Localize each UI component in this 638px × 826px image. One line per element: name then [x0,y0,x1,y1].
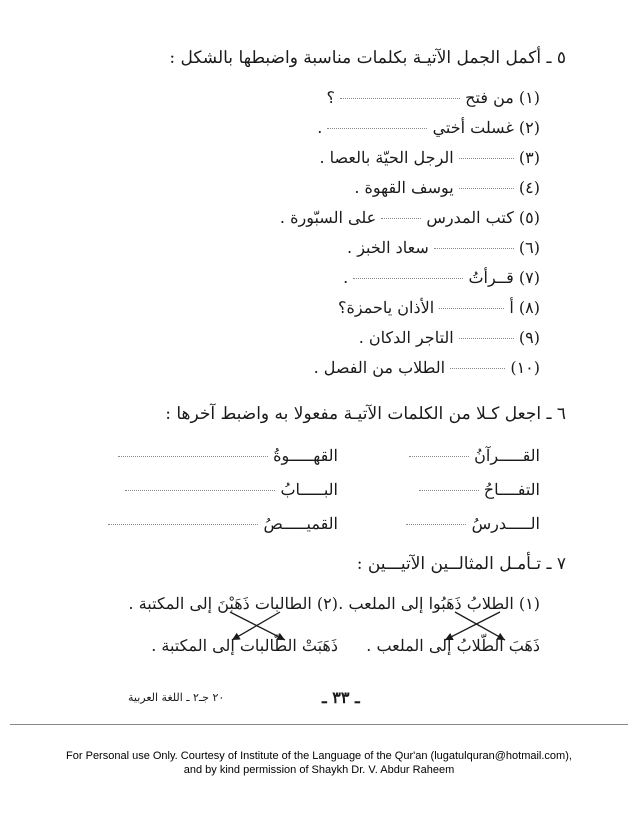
footer-divider [10,724,628,725]
item-text: سعاد الخبز . [347,238,429,257]
item-number: (٨) [518,298,540,317]
book-reference: ٢٠ جـ٢ ـ اللغة العربية [128,691,225,704]
item-text: الأذان ياحمزة؟ [338,298,435,317]
example-sentence: ذَهَبَتْ الطّالبات إلى المكتبة . [151,636,338,655]
item-text: الطلاب من الفصل . [313,358,446,377]
item-number: (٢) [518,118,540,137]
item-number: (٧) [518,268,540,287]
section-7-title: ٧ ـ تـأمـل المثالــين الآتيـــين : [356,554,566,574]
word: البـــــابُ [280,480,338,499]
footer-line-1: For Personal use Only. Courtesy of Institute of the Language of the Qur'an (lugatulquran@hotmail.com), [66,750,572,762]
item-text: من فتح [465,88,514,107]
item-number: (٥) [518,208,540,227]
arrow-subject-to-back [445,612,500,640]
arrow-verb-to-front [455,612,505,640]
item-number: (٣) [518,148,540,167]
word: القهـــــوةُ [273,446,338,465]
item-text: . [343,268,349,287]
word: التفــــاحُ [483,480,540,499]
item-text: قــرأتُ [468,268,514,287]
item-text: ؟ [326,88,335,107]
item-text: أ [509,298,514,317]
page-number: ـ ٣٣ ـ [322,688,360,707]
word: القميـــــصُ [263,514,338,533]
item-text: التاجر الدكان . [358,328,454,347]
example-number: (٢) [316,594,338,613]
example-sentence: الطالبات ذَهَبْنَ إلى المكتبة . [128,594,312,613]
item-text: على السبّورة . [279,208,377,227]
footer-line-2: and by kind permission of Shaykh Dr. V. Abdur Raheem [183,764,455,776]
item-text: غسلت أختي [432,118,514,137]
item-number: (١٠) [510,358,540,377]
item-number: (٩) [518,328,540,347]
word: القـــــرآنُ [474,446,540,465]
footer-credit [0,749,638,777]
item-text: . [317,118,323,137]
example-number: (١) [518,594,540,613]
item-text: الرجل الحيّة بالعصا . [319,148,454,167]
item-number: (٤) [518,178,540,197]
item-text: كتب المدرس [426,208,514,227]
word: الـــــدرسُ [471,514,540,533]
item-number: (٦) [518,238,540,257]
section-5-title: ٥ ـ أكمل الجمل الآتيـة بكلمات مناسبة واضبطها بالشكل : [169,48,566,68]
item-text: يوسف القهوة . [354,178,454,197]
example-sentence: الطلابُ ذَهَبُوا إلى الملعب . [338,594,514,613]
section-6-title: ٦ ـ اجعل كـلا من الكلمات الآتيـة مفعولا به واضبط آخرها : [165,404,566,424]
item-number: (١) [518,88,540,107]
example-sentence: ذَهَبَ الطّلابُ إلى الملعب . [366,636,540,655]
